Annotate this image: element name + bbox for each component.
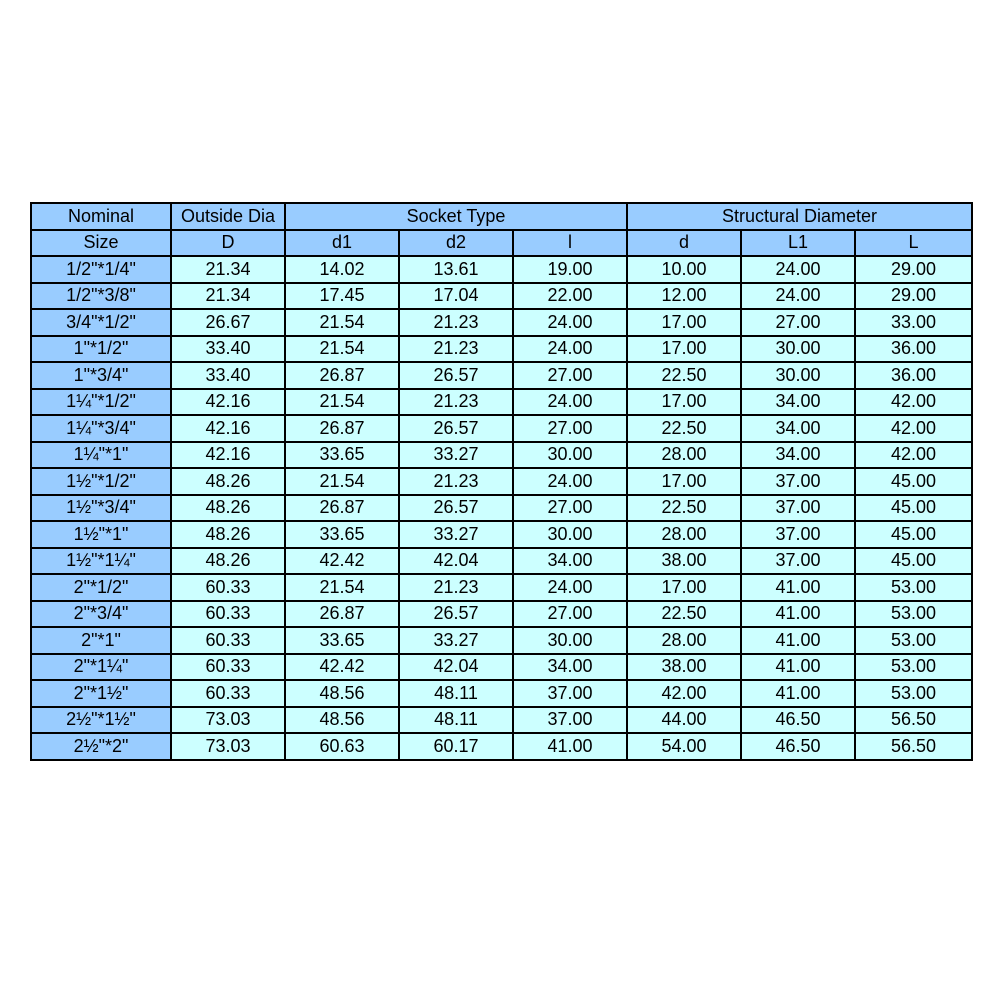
size-cell: 1½"*1¼" <box>31 548 171 575</box>
value-cell: 60.33 <box>171 574 285 601</box>
table-row <box>31 309 972 336</box>
table-row <box>31 733 972 760</box>
value-cell: 34.00 <box>741 442 855 469</box>
value-cell: 30.00 <box>741 362 855 389</box>
value-cell: 60.63 <box>285 733 399 760</box>
value-cell: 53.00 <box>855 680 972 707</box>
size-cell: 2"*1/2" <box>31 574 171 601</box>
value-cell: 60.33 <box>171 627 285 654</box>
value-cell: 48.26 <box>171 548 285 575</box>
size-cell: 2"*1" <box>31 627 171 654</box>
table-row <box>31 468 972 495</box>
value-cell: 38.00 <box>627 654 741 681</box>
value-cell: 24.00 <box>741 283 855 310</box>
value-cell: 41.00 <box>741 601 855 628</box>
value-cell: 42.00 <box>855 415 972 442</box>
header-structural-diameter: Structural Diameter <box>627 203 972 230</box>
header-d1: d1 <box>285 230 399 257</box>
header-L: L <box>855 230 972 257</box>
value-cell: 26.67 <box>171 309 285 336</box>
value-cell: 60.33 <box>171 601 285 628</box>
value-cell: 26.87 <box>285 362 399 389</box>
value-cell: 48.11 <box>399 680 513 707</box>
table-row <box>31 680 972 707</box>
value-cell: 13.61 <box>399 256 513 283</box>
value-cell: 22.50 <box>627 415 741 442</box>
value-cell: 27.00 <box>513 495 627 522</box>
header-socket-type: Socket Type <box>285 203 627 230</box>
value-cell: 45.00 <box>855 521 972 548</box>
value-cell: 27.00 <box>513 601 627 628</box>
header-nominal: Nominal <box>31 203 171 230</box>
value-cell: 29.00 <box>855 283 972 310</box>
header-D: D <box>171 230 285 257</box>
value-cell: 17.45 <box>285 283 399 310</box>
value-cell: 30.00 <box>741 336 855 363</box>
value-cell: 42.16 <box>171 442 285 469</box>
value-cell: 53.00 <box>855 627 972 654</box>
value-cell: 48.26 <box>171 521 285 548</box>
value-cell: 42.00 <box>855 389 972 416</box>
value-cell: 22.50 <box>627 495 741 522</box>
value-cell: 53.00 <box>855 574 972 601</box>
value-cell: 26.87 <box>285 495 399 522</box>
value-cell: 46.50 <box>741 707 855 734</box>
value-cell: 22.50 <box>627 362 741 389</box>
value-cell: 42.00 <box>855 442 972 469</box>
value-cell: 17.00 <box>627 336 741 363</box>
value-cell: 29.00 <box>855 256 972 283</box>
value-cell: 21.54 <box>285 468 399 495</box>
value-cell: 21.34 <box>171 256 285 283</box>
value-cell: 17.00 <box>627 309 741 336</box>
value-cell: 41.00 <box>741 680 855 707</box>
value-cell: 42.04 <box>399 654 513 681</box>
value-cell: 48.26 <box>171 468 285 495</box>
value-cell: 36.00 <box>855 362 972 389</box>
header-outside-dia: Outside Dia <box>171 203 285 230</box>
value-cell: 24.00 <box>741 256 855 283</box>
value-cell: 26.57 <box>399 415 513 442</box>
size-cell: 1¼"*1" <box>31 442 171 469</box>
header-row-2 <box>31 230 972 257</box>
value-cell: 24.00 <box>513 574 627 601</box>
value-cell: 34.00 <box>513 654 627 681</box>
value-cell: 26.87 <box>285 601 399 628</box>
value-cell: 56.50 <box>855 733 972 760</box>
value-cell: 10.00 <box>627 256 741 283</box>
value-cell: 42.42 <box>285 654 399 681</box>
value-cell: 37.00 <box>741 495 855 522</box>
value-cell: 48.56 <box>285 680 399 707</box>
table-row <box>31 415 972 442</box>
table-row <box>31 362 972 389</box>
value-cell: 24.00 <box>513 336 627 363</box>
header-d2: d2 <box>399 230 513 257</box>
value-cell: 24.00 <box>513 389 627 416</box>
table-body <box>31 256 972 760</box>
value-cell: 37.00 <box>741 521 855 548</box>
value-cell: 33.27 <box>399 442 513 469</box>
value-cell: 41.00 <box>513 733 627 760</box>
value-cell: 33.27 <box>399 521 513 548</box>
value-cell: 21.34 <box>171 283 285 310</box>
fitting-spec-table <box>30 202 973 761</box>
value-cell: 33.65 <box>285 627 399 654</box>
value-cell: 33.65 <box>285 442 399 469</box>
value-cell: 21.23 <box>399 468 513 495</box>
value-cell: 28.00 <box>627 521 741 548</box>
value-cell: 26.57 <box>399 362 513 389</box>
size-cell: 1½"*1/2" <box>31 468 171 495</box>
value-cell: 21.23 <box>399 574 513 601</box>
header-row-1 <box>31 203 972 230</box>
value-cell: 42.42 <box>285 548 399 575</box>
value-cell: 21.54 <box>285 389 399 416</box>
size-cell: 1"*1/2" <box>31 336 171 363</box>
value-cell: 33.40 <box>171 336 285 363</box>
size-cell: 3/4"*1/2" <box>31 309 171 336</box>
size-cell: 2½"*2" <box>31 733 171 760</box>
size-cell: 1/2"*3/8" <box>31 283 171 310</box>
value-cell: 22.00 <box>513 283 627 310</box>
value-cell: 48.26 <box>171 495 285 522</box>
table-row <box>31 442 972 469</box>
value-cell: 73.03 <box>171 707 285 734</box>
table-row <box>31 574 972 601</box>
value-cell: 42.16 <box>171 415 285 442</box>
value-cell: 30.00 <box>513 627 627 654</box>
value-cell: 42.16 <box>171 389 285 416</box>
header-l: l <box>513 230 627 257</box>
value-cell: 12.00 <box>627 283 741 310</box>
table-row <box>31 336 972 363</box>
value-cell: 21.23 <box>399 336 513 363</box>
size-cell: 1/2"*1/4" <box>31 256 171 283</box>
value-cell: 54.00 <box>627 733 741 760</box>
value-cell: 56.50 <box>855 707 972 734</box>
size-cell: 2"*3/4" <box>31 601 171 628</box>
value-cell: 42.00 <box>627 680 741 707</box>
value-cell: 21.23 <box>399 389 513 416</box>
value-cell: 48.56 <box>285 707 399 734</box>
table-row <box>31 283 972 310</box>
value-cell: 41.00 <box>741 574 855 601</box>
value-cell: 24.00 <box>513 309 627 336</box>
value-cell: 33.00 <box>855 309 972 336</box>
value-cell: 26.57 <box>399 601 513 628</box>
table-row <box>31 601 972 628</box>
table-row <box>31 256 972 283</box>
header-size: Size <box>31 230 171 257</box>
size-cell: 1¼"*3/4" <box>31 415 171 442</box>
value-cell: 46.50 <box>741 733 855 760</box>
value-cell: 37.00 <box>741 468 855 495</box>
value-cell: 26.87 <box>285 415 399 442</box>
value-cell: 28.00 <box>627 442 741 469</box>
size-cell: 2"*1½" <box>31 680 171 707</box>
value-cell: 19.00 <box>513 256 627 283</box>
value-cell: 37.00 <box>513 680 627 707</box>
table-row <box>31 707 972 734</box>
value-cell: 17.04 <box>399 283 513 310</box>
value-cell: 42.04 <box>399 548 513 575</box>
value-cell: 26.57 <box>399 495 513 522</box>
value-cell: 30.00 <box>513 521 627 548</box>
value-cell: 37.00 <box>741 548 855 575</box>
table-row <box>31 495 972 522</box>
value-cell: 21.23 <box>399 309 513 336</box>
table-row <box>31 627 972 654</box>
value-cell: 34.00 <box>513 548 627 575</box>
value-cell: 17.00 <box>627 574 741 601</box>
value-cell: 33.65 <box>285 521 399 548</box>
value-cell: 60.17 <box>399 733 513 760</box>
value-cell: 34.00 <box>741 415 855 442</box>
size-cell: 1¼"*1/2" <box>31 389 171 416</box>
size-cell: 1"*3/4" <box>31 362 171 389</box>
size-cell: 1½"*3/4" <box>31 495 171 522</box>
value-cell: 21.54 <box>285 336 399 363</box>
value-cell: 60.33 <box>171 680 285 707</box>
value-cell: 34.00 <box>741 389 855 416</box>
value-cell: 27.00 <box>513 415 627 442</box>
size-cell: 2½"*1½" <box>31 707 171 734</box>
value-cell: 22.50 <box>627 601 741 628</box>
value-cell: 27.00 <box>741 309 855 336</box>
value-cell: 37.00 <box>513 707 627 734</box>
value-cell: 33.27 <box>399 627 513 654</box>
value-cell: 60.33 <box>171 654 285 681</box>
value-cell: 21.54 <box>285 574 399 601</box>
value-cell: 21.54 <box>285 309 399 336</box>
value-cell: 41.00 <box>741 654 855 681</box>
value-cell: 14.02 <box>285 256 399 283</box>
table-row <box>31 521 972 548</box>
value-cell: 27.00 <box>513 362 627 389</box>
value-cell: 33.40 <box>171 362 285 389</box>
value-cell: 41.00 <box>741 627 855 654</box>
value-cell: 53.00 <box>855 601 972 628</box>
value-cell: 36.00 <box>855 336 972 363</box>
value-cell: 24.00 <box>513 468 627 495</box>
value-cell: 45.00 <box>855 548 972 575</box>
table-row <box>31 654 972 681</box>
value-cell: 45.00 <box>855 495 972 522</box>
value-cell: 45.00 <box>855 468 972 495</box>
value-cell: 53.00 <box>855 654 972 681</box>
value-cell: 73.03 <box>171 733 285 760</box>
value-cell: 17.00 <box>627 468 741 495</box>
value-cell: 28.00 <box>627 627 741 654</box>
value-cell: 48.11 <box>399 707 513 734</box>
table-row <box>31 389 972 416</box>
size-cell: 1½"*1" <box>31 521 171 548</box>
size-cell: 2"*1¼" <box>31 654 171 681</box>
value-cell: 44.00 <box>627 707 741 734</box>
value-cell: 30.00 <box>513 442 627 469</box>
table-row <box>31 548 972 575</box>
value-cell: 17.00 <box>627 389 741 416</box>
value-cell: 38.00 <box>627 548 741 575</box>
header-d: d <box>627 230 741 257</box>
header-L1: L1 <box>741 230 855 257</box>
